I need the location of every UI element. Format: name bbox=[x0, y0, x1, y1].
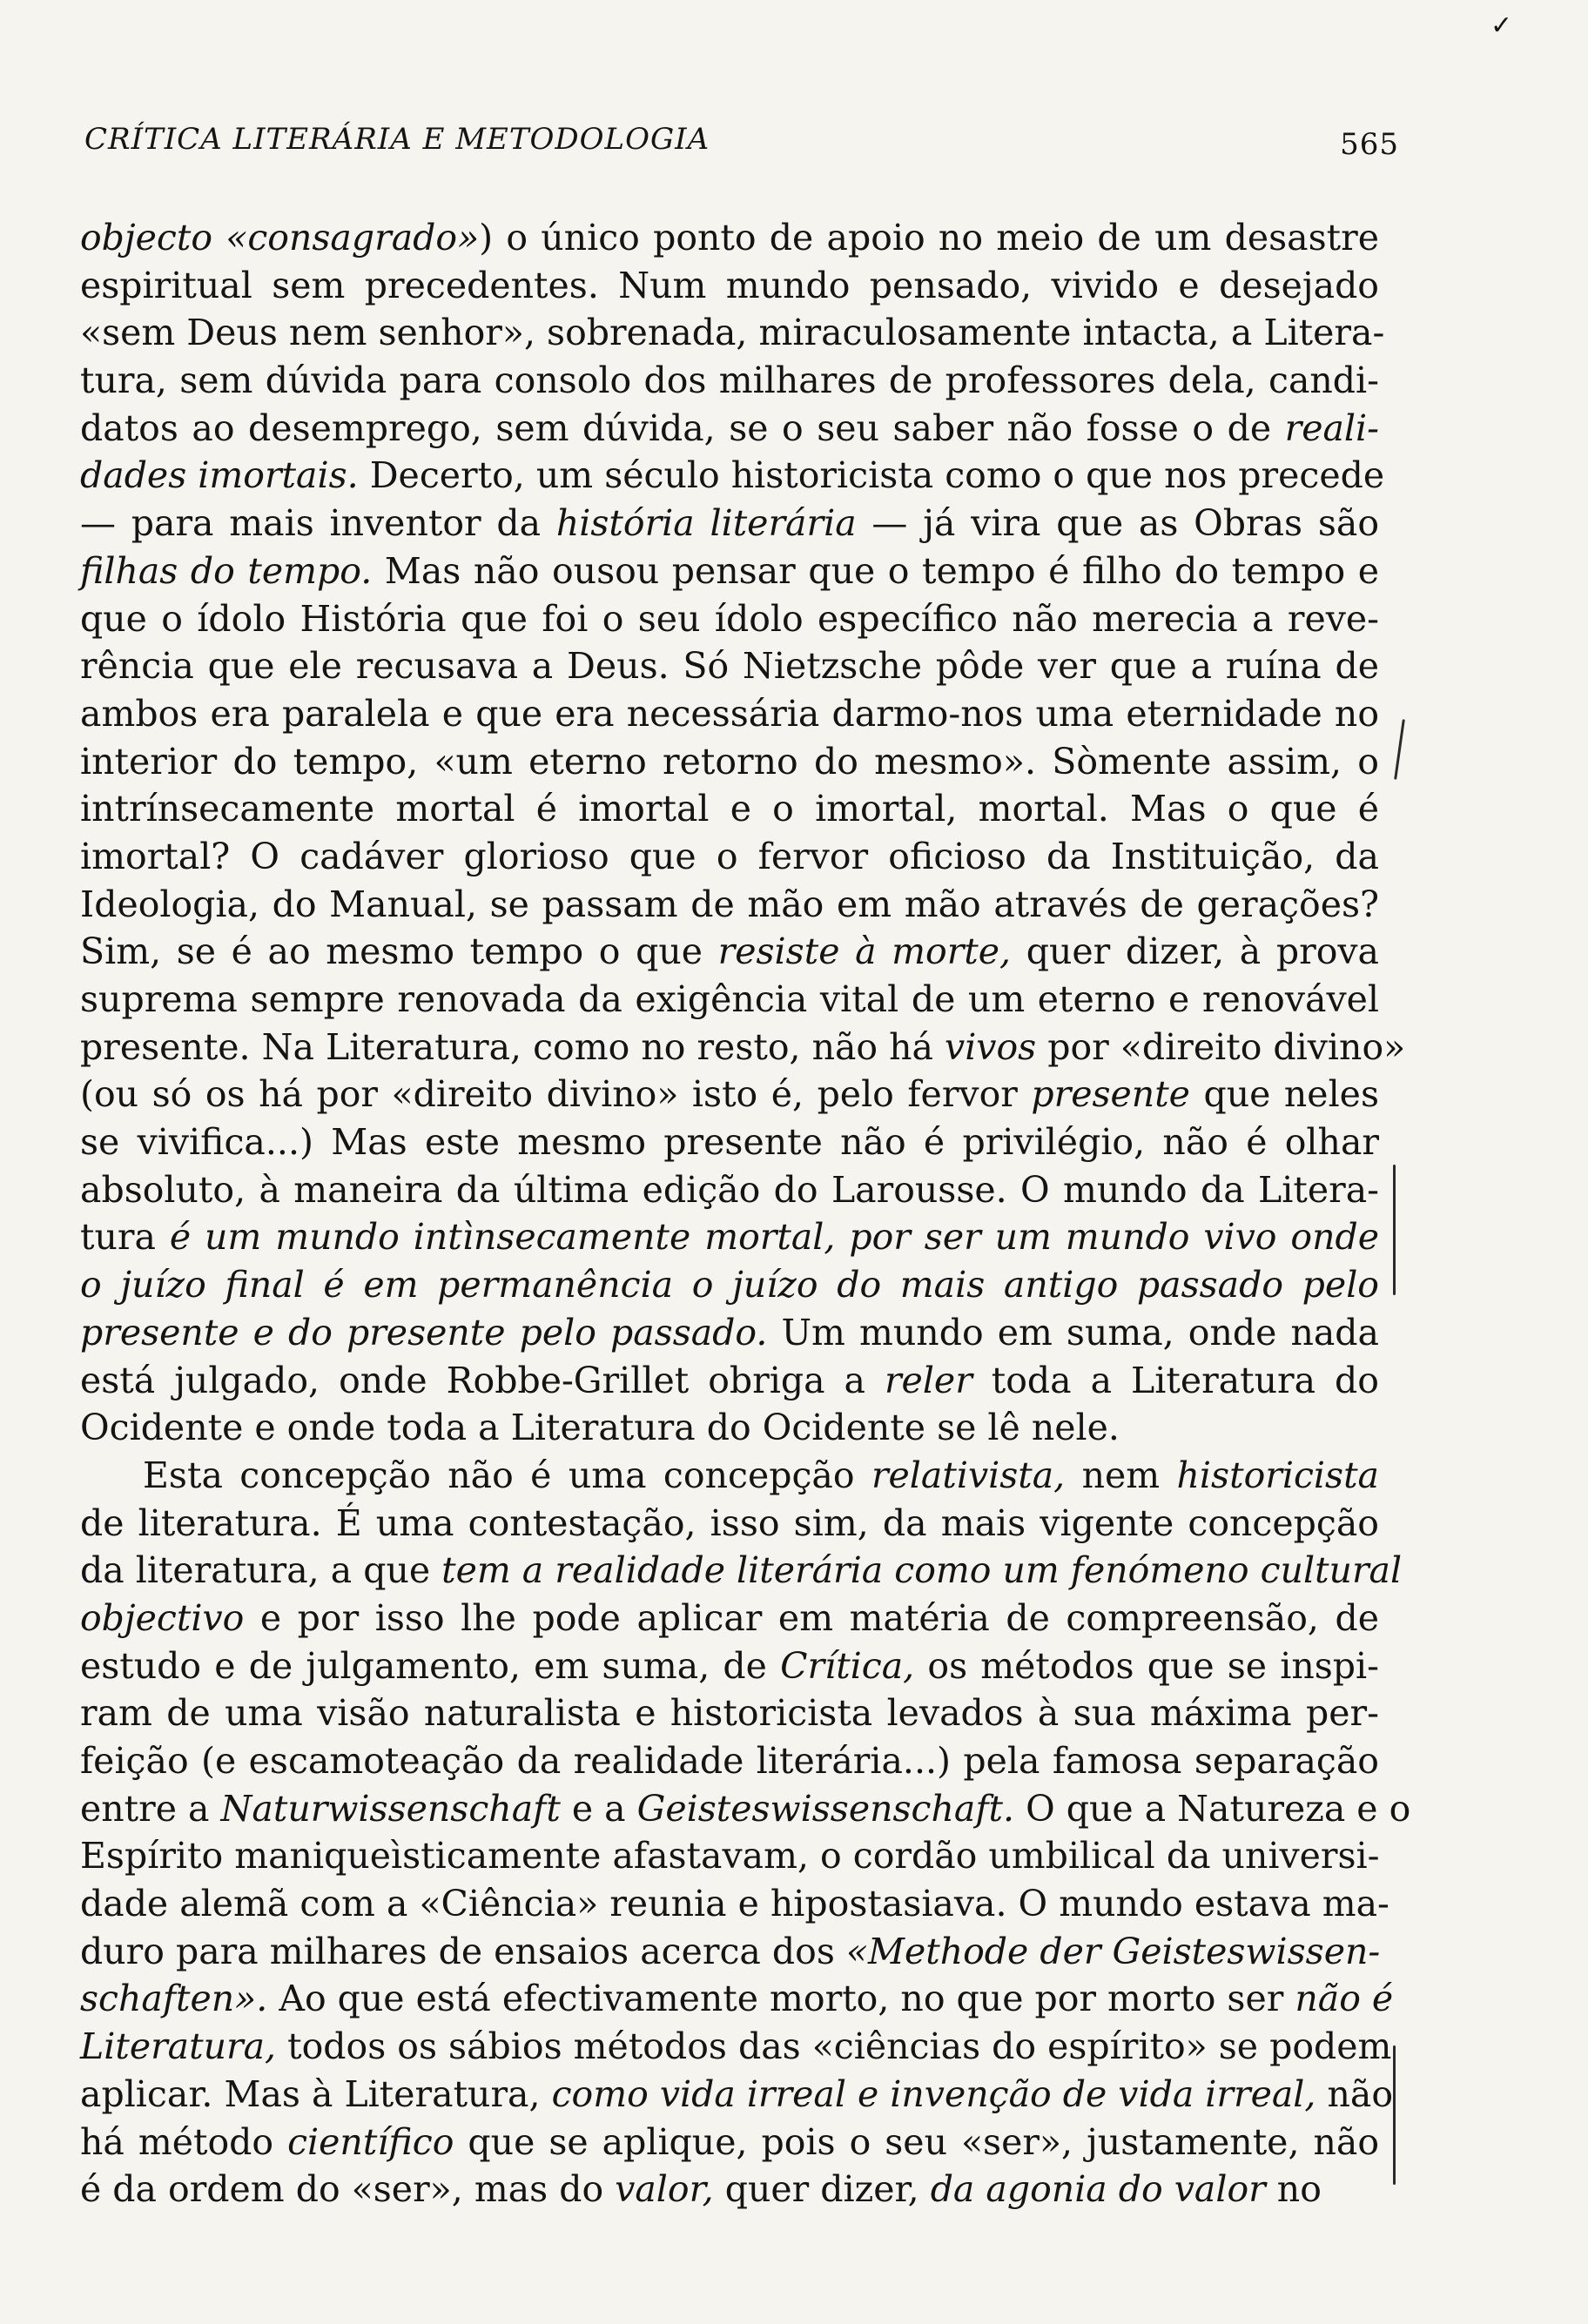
text-line: entre a Naturwissenschaft e a Geisteswissenschaft. O que a Natureza e o bbox=[80, 1787, 1411, 1830]
text-line: ram de uma visão naturalista e historicista levados à sua máxima per- bbox=[80, 1692, 1379, 1735]
text-line: objecto «consagrado») o único ponto de apoio no meio de um desastre bbox=[80, 217, 1379, 259]
text-line: é da ordem do «ser», mas do valor, quer dizer, da agonia do valor no bbox=[80, 2168, 1322, 2211]
text-line: tura, sem dúvida para consolo dos milhares de professores dela, candi- bbox=[80, 359, 1379, 402]
text-line: dade alemã com a «Ciência» reunia e hipostasiava. O mundo estava ma- bbox=[80, 1883, 1390, 1925]
margin-mark-2 bbox=[1393, 1165, 1396, 1295]
handwritten-check-mark: ✓ bbox=[1490, 10, 1513, 41]
text-line: dades imortais. Decerto, um século historicista como o que nos precede bbox=[80, 454, 1385, 497]
text-line: feição (e escamoteação da realidade literária...) pela famosa separação bbox=[80, 1740, 1379, 1782]
running-title: CRÍTICA LITERÁRIA E METODOLOGIA bbox=[84, 122, 710, 157]
text-line: presente e do presente pelo passado. Um mundo em suma, onde nada bbox=[80, 1311, 1379, 1353]
text-line: interior do tempo, «um eterno retorno do mesmo». Sòmente assim, o bbox=[80, 740, 1379, 783]
text-line: objectivo e por isso lhe pode aplicar em matéria de compreensão, de bbox=[80, 1596, 1379, 1639]
text-line: está julgado, onde Robbe-Grillet obriga a reler toda a Literatura do bbox=[80, 1359, 1379, 1401]
text-line: presente. Na Literatura, como no resto, não há vivos por «direito divino» bbox=[80, 1025, 1406, 1068]
text-line: o juízo final é em permanência o juízo do mais antigo passado pelo bbox=[80, 1264, 1379, 1306]
text-line: aplicar. Mas à Literatura, como vida irreal e invenção de vida irreal, não bbox=[80, 2072, 1394, 2115]
text-line: duro para milhares de ensaios acerca dos «Methode der Geisteswissen- bbox=[80, 1930, 1381, 1972]
text-line: Sim, se é ao mesmo tempo o que resiste à morte, quer dizer, à prova bbox=[80, 930, 1379, 973]
text-line: se vivifica...) Mas este mesmo presente não é privilégio, não é olhar bbox=[80, 1121, 1379, 1164]
text-line: estudo e de julgamento, em suma, de Crítica, os métodos que se inspi- bbox=[80, 1644, 1380, 1687]
text-line: suprema sempre renovada da exigência vital de um eterno e renovável bbox=[80, 978, 1379, 1020]
text-line: intrínsecamente mortal é imortal e o imortal, mortal. Mas o que é bbox=[80, 788, 1379, 830]
text-line: Esta concepção não é uma concepção relativista, nem historicista bbox=[143, 1454, 1379, 1496]
text-line: da literatura, a que tem a realidade literária como um fenómeno cultural bbox=[80, 1549, 1403, 1592]
text-line: Literatura, todos os sábios métodos das «ciências do espírito» se podem bbox=[80, 2025, 1392, 2068]
text-line: que o ídolo História que foi o seu ídolo específico não merecia a reve- bbox=[80, 597, 1379, 640]
text-line: ambos era paralela e que era necessária darmo-nos uma eternidade no bbox=[80, 692, 1379, 735]
text-line: há método científico que se aplique, pois o seu «ser», justamente, não bbox=[80, 2120, 1380, 2163]
text-line: espiritual sem precedentes. Num mundo pensado, vivido e desejado bbox=[80, 264, 1379, 306]
page-number: 565 bbox=[1340, 127, 1399, 162]
text-line: tura é um mundo intìnsecamente mortal, por ser um mundo vivo onde bbox=[80, 1216, 1379, 1259]
text-line: datos ao desemprego, sem dúvida, se o seu saber não fosse o de reali- bbox=[80, 406, 1379, 449]
text-line: — para mais inventor da história literária — já vira que as Obras são bbox=[80, 502, 1380, 545]
text-line: imortal? O cadáver glorioso que o fervor oficioso da Instituição, da bbox=[80, 835, 1379, 877]
text-line: (ou só os há por «direito divino» isto é, pelo fervor presente que neles bbox=[80, 1073, 1379, 1116]
text-line: Ideologia, do Manual, se passam de mão em mão através de gerações? bbox=[80, 883, 1379, 925]
text-line: filhas do tempo. Mas não ousou pensar que o tempo é filho do tempo e bbox=[80, 549, 1379, 592]
text-line: rência que ele recusava a Deus. Só Nietzsche pôde ver que a ruína de bbox=[80, 645, 1379, 688]
text-line: de literatura. É uma contestação, isso sim, da mais vigente concepção bbox=[80, 1501, 1379, 1544]
margin-mark-3 bbox=[1393, 2045, 1396, 2185]
text-line: absoluto, à maneira da última edição do Larousse. O mundo da Litera- bbox=[80, 1168, 1379, 1211]
text-line: schaften». Ao que está efectivamente morto, no que por morto ser não é bbox=[80, 1978, 1394, 2020]
body-text bbox=[80, 214, 1411, 2213]
text-line: Ocidente e onde toda a Literatura do Ocidente se lê nele. bbox=[80, 1407, 1120, 1449]
text-line: Espírito maniqueìsticamente afastavam, o cordão umbilical da universi- bbox=[80, 1835, 1380, 1877]
text-line: «sem Deus nem senhor», sobrenada, miraculosamente intacta, a Litera- bbox=[80, 312, 1385, 354]
margin-mark-1 bbox=[1394, 719, 1405, 780]
